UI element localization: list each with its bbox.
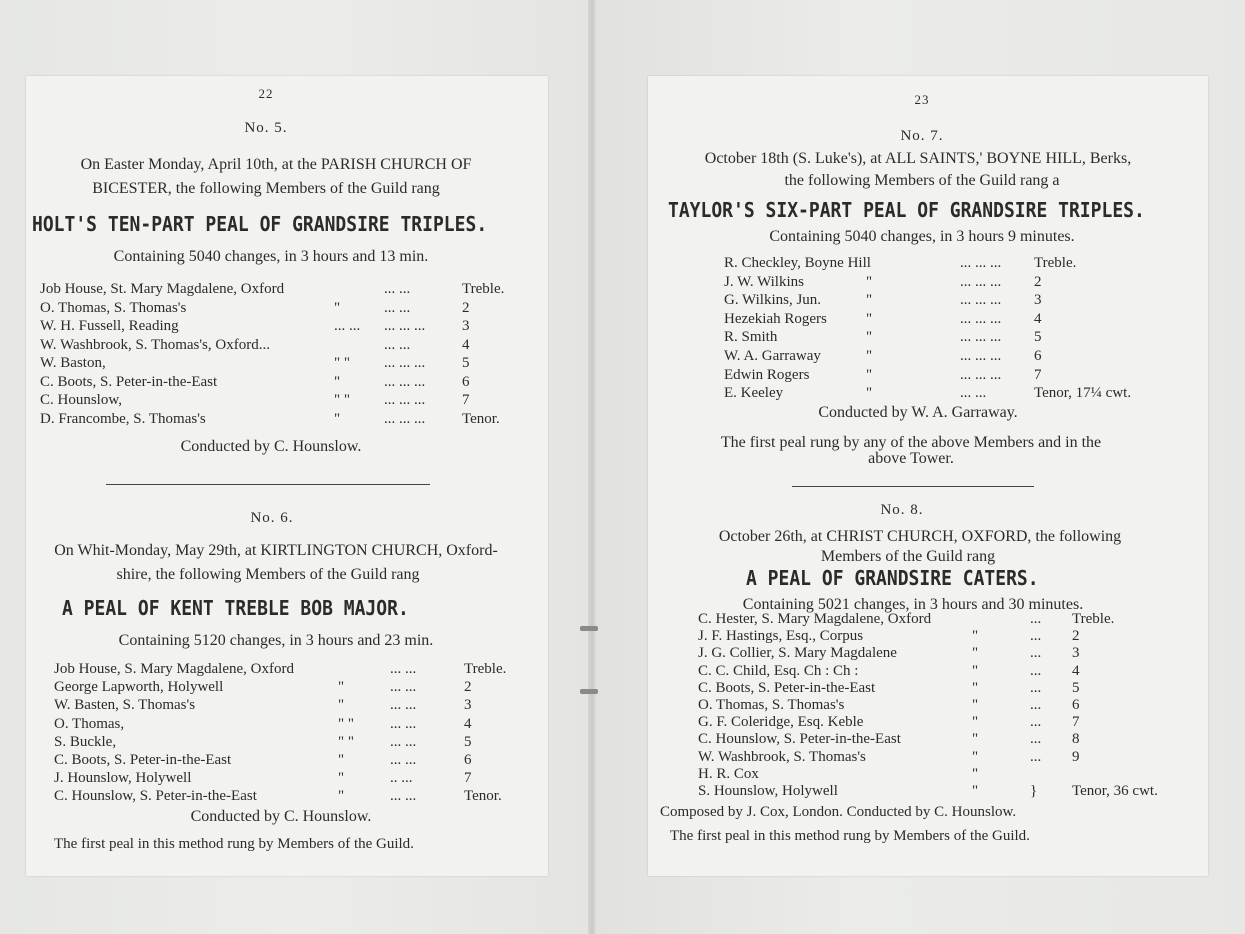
ditto-mark: " — [866, 292, 873, 309]
ditto-mark: " — [972, 748, 979, 765]
peal-containing: Containing 5021 changes, in 3 hours and 30 minutes. — [742, 596, 1084, 613]
leader-dots: ... ... ... — [960, 292, 1002, 309]
bell-position: 2 — [1072, 628, 1080, 645]
ditto-mark: " — [334, 373, 341, 390]
peal-note: The first peal rung by any of the above Members and in the — [720, 434, 1102, 451]
peal-conductor: Conducted by C. Hounslow. — [190, 808, 372, 825]
ditto-mark: " " — [338, 715, 354, 732]
leader-dots: ... ... — [390, 752, 417, 768]
bell-position: 7 — [462, 392, 470, 408]
leader-dots: ... ... — [384, 299, 411, 316]
ringer-name: J. G. Collier, S. Mary Magdalene — [698, 645, 897, 662]
leader-dots: ... ... ... — [960, 366, 1002, 383]
ditto-mark: " — [866, 385, 873, 402]
ringer-name: C. Boots, S. Peter-in-the-East — [698, 679, 876, 696]
bell-position: Tenor. — [464, 788, 502, 805]
bell-position: Treble. — [464, 661, 507, 677]
bell-position: 3 — [1072, 645, 1080, 662]
ditto-mark: " — [334, 299, 341, 316]
staple-icon — [580, 689, 598, 694]
leader-dots: ... — [1030, 662, 1042, 679]
leader-dots: ... ... — [960, 385, 987, 402]
ringer-name: H. R. Cox — [698, 765, 759, 782]
peal-containing: Containing 5120 changes, in 3 hours and 23 min. — [118, 632, 434, 649]
ringer-name: O. Thomas, S. Thomas's — [698, 697, 845, 713]
ditto-mark: " — [338, 770, 345, 787]
bell-position: 5 — [1034, 329, 1042, 346]
bell-position: Treble. — [1072, 611, 1115, 627]
ditto-mark: " — [338, 788, 345, 805]
bell-position: 4 — [1072, 662, 1080, 679]
ditto-mark: ... ... — [334, 318, 361, 334]
ditto-mark: " — [972, 714, 979, 731]
bell-position: 6 — [464, 752, 472, 768]
bell-position: 5 — [462, 355, 470, 371]
leader-dots: ... ... — [390, 733, 417, 750]
ditto-mark: " — [972, 645, 979, 662]
peal-containing: Containing 5040 changes, in 3 hours 9 minutes. — [769, 228, 1075, 245]
ringer-name: S. Hounslow, Holywell — [698, 783, 838, 799]
leader-dots: ... ... ... — [384, 392, 426, 408]
leader-dots: ... — [1030, 645, 1042, 662]
ringer-name: Job House, S. Mary Magdalene, Oxford — [54, 661, 294, 677]
leader-dots: ... — [1030, 697, 1042, 713]
bell-position: 9 — [1072, 748, 1080, 765]
ditto-mark: " — [334, 410, 341, 427]
leader-dots: ... ... ... — [960, 348, 1002, 364]
bell-position: 2 — [462, 299, 470, 316]
ditto-mark: " — [866, 329, 873, 346]
bell-position: 6 — [1072, 697, 1080, 713]
leader-dots: ... ... ... — [960, 310, 1002, 327]
ringer-name: G. F. Coleridge, Esq. Keble — [698, 714, 864, 731]
ditto-mark: " — [972, 679, 979, 696]
ditto-mark: " " — [334, 392, 350, 408]
leader-dots: ... ... — [390, 788, 417, 805]
bell-position: 6 — [462, 373, 470, 390]
ringer-name: Job House, St. Mary Magdalene, Oxford — [40, 281, 285, 297]
peal-number: No. 6. — [250, 510, 294, 526]
peal-title: A PEAL OF GRANDSIRE CATERS. — [746, 566, 1039, 591]
peal-note: The first peal in this method rung by Members of the Guild. — [670, 828, 1030, 844]
bell-position: 7 — [1072, 714, 1080, 731]
bell-position: 7 — [1034, 366, 1042, 383]
ditto-mark: " — [866, 366, 873, 383]
peal-containing: Containing 5040 changes, in 3 hours and 13 min. — [113, 248, 429, 265]
peal-number: No. 5. — [244, 120, 288, 136]
ditto-mark: " — [338, 752, 345, 768]
ditto-mark: " — [972, 697, 979, 713]
leader-dots: ... ... ... — [384, 410, 426, 427]
leader-dots: ... — [1030, 731, 1042, 748]
ringer-name: J. W. Wilkins — [724, 273, 804, 290]
ditto-mark: " — [338, 679, 345, 696]
ditto-mark: " — [338, 697, 345, 714]
ringer-name: W. Washbrook, S. Thomas's — [698, 748, 866, 765]
left-sheet — [26, 76, 548, 876]
staple-icon — [580, 626, 598, 631]
leader-dots: ... ... ... — [960, 329, 1002, 346]
peal-intro: October 26th, at CHRIST CHURCH, OXFORD, the following — [718, 528, 1122, 545]
leader-dots: ... ... — [390, 679, 417, 696]
peal-intro: Members of the Guild rang — [820, 548, 996, 565]
bell-position: 4 — [462, 336, 470, 353]
leader-dots: ... — [1030, 748, 1042, 765]
ringer-name: O. Thomas, — [54, 715, 125, 732]
bell-position: 5 — [1072, 679, 1080, 696]
ringer-name: C. Boots, S. Peter-in-the-East — [40, 373, 218, 390]
peal-title: TAYLOR'S SIX-PART PEAL OF GRANDSIRE TRIPLES. — [668, 198, 1145, 223]
ringer-name: O. Thomas, S. Thomas's — [40, 299, 187, 316]
leader-dots: ... ... — [390, 715, 417, 732]
ringer-name: W. H. Fussell, Reading — [40, 318, 179, 334]
book-gutter — [588, 0, 596, 934]
peal-title: A PEAL OF KENT TREBLE BOB MAJOR. — [62, 596, 409, 621]
ringer-name: W. Washbrook, S. Thomas's, Oxford... — [40, 336, 270, 353]
ditto-mark: " — [972, 662, 979, 679]
ringer-name: C. Hounslow, — [40, 392, 122, 408]
bell-position: Treble. — [1034, 255, 1077, 271]
bell-position: 2 — [464, 679, 472, 696]
peal-intro: the following Members of the Guild rang a — [784, 172, 1060, 189]
leader-dots: ... ... ... — [960, 255, 1002, 271]
leader-dots: ... ... ... — [384, 373, 426, 390]
leader-dots: .. ... — [390, 770, 413, 787]
bell-position: Treble. — [462, 281, 505, 297]
divider — [792, 486, 1034, 487]
ditto-mark: " — [866, 348, 873, 364]
ringer-name: W. Baston, — [40, 355, 106, 371]
ringer-name: W. A. Garraway — [724, 348, 821, 364]
ringer-name: George Lapworth, Holywell — [54, 679, 224, 696]
ringer-name: D. Francombe, S. Thomas's — [40, 410, 206, 427]
bell-position: 4 — [464, 715, 472, 732]
leader-dots: } — [1030, 783, 1038, 799]
bell-position: 7 — [464, 770, 472, 787]
bell-position: 3 — [1034, 292, 1042, 309]
peal-note: above Tower. — [868, 450, 954, 467]
ringer-name: S. Buckle, — [54, 733, 117, 750]
bell-position: Tenor. — [462, 410, 500, 427]
bell-position: 2 — [1034, 273, 1042, 290]
peal-intro: On Whit-Monday, May 29th, at KIRTLINGTON CHURCH, Oxford- — [54, 542, 498, 559]
ringer-name: R. Smith — [724, 329, 778, 346]
ditto-mark: " — [972, 731, 979, 748]
peal-intro: shire, the following Members of the Guild rang — [116, 566, 420, 583]
leader-dots: ... ... — [390, 661, 417, 677]
ditto-mark: " — [866, 273, 873, 290]
peal-number: No. 7. — [900, 128, 944, 144]
ringer-name: C. Boots, S. Peter-in-the-East — [54, 752, 232, 768]
ditto-mark: " " — [338, 733, 354, 750]
right-sheet — [648, 76, 1208, 876]
ringer-name: J. Hounslow, Holywell — [54, 770, 192, 787]
ringer-name: E. Keeley — [724, 385, 784, 402]
peal-title: HOLT'S TEN-PART PEAL OF GRANDSIRE TRIPLES. — [32, 212, 488, 237]
leader-dots: ... ... — [384, 281, 411, 297]
ringer-name: Hezekiah Rogers — [724, 310, 827, 327]
ringer-name: C. Hester, S. Mary Magdalene, Oxford — [698, 611, 932, 627]
peal-conductor: Conducted by C. Hounslow. — [180, 438, 362, 455]
leader-dots: ... ... — [390, 697, 417, 714]
peal-intro: On Easter Monday, April 10th, at the PARISH CHURCH OF — [80, 156, 472, 173]
ditto-mark: " — [972, 628, 979, 645]
ditto-mark: " — [866, 310, 873, 327]
leader-dots: ... ... ... — [384, 355, 426, 371]
leader-dots: ... ... ... — [960, 273, 1002, 290]
bell-position: 4 — [1034, 310, 1042, 327]
ringer-name: J. F. Hastings, Esq., Corpus — [698, 628, 864, 645]
peal-conductor: Conducted by W. A. Garraway. — [818, 404, 1018, 421]
leader-dots: ... — [1030, 679, 1042, 696]
bell-position: 8 — [1072, 731, 1080, 748]
leader-dots: ... — [1030, 628, 1042, 645]
divider — [106, 484, 430, 485]
peal-note: The first peal in this method rung by Members of the Guild. — [54, 836, 414, 852]
leader-dots: ... ... ... — [384, 318, 426, 334]
bell-position: 6 — [1034, 348, 1042, 364]
page-number: 23 — [914, 92, 930, 107]
ringer-name: C. Hounslow, S. Peter-in-the-East — [54, 788, 257, 805]
ditto-mark: " " — [334, 355, 350, 371]
leader-dots: ... — [1030, 714, 1042, 731]
peal-composer: Composed by J. Cox, London. Conducted by C. Hounslow. — [660, 804, 1017, 820]
leader-dots: ... — [1030, 611, 1042, 627]
leader-dots: ... ... — [384, 336, 411, 353]
peal-intro: BICESTER, the following Members of the Guild rang — [92, 180, 440, 197]
bell-position: Tenor, 36 cwt. — [1072, 783, 1158, 799]
ringer-name: R. Checkley, Boyne Hill — [724, 255, 871, 271]
ringer-name: Edwin Rogers — [724, 366, 810, 383]
bell-position: 5 — [464, 733, 472, 750]
ringer-name: C. Hounslow, S. Peter-in-the-East — [698, 731, 901, 748]
ditto-mark: " — [972, 765, 979, 782]
ringer-name: C. C. Child, Esq. Ch : Ch : — [698, 662, 859, 679]
bell-position: Tenor, 17¼ cwt. — [1034, 385, 1132, 402]
bell-position: 3 — [464, 697, 472, 714]
ditto-mark: " — [972, 783, 979, 799]
ringer-name: W. Basten, S. Thomas's — [54, 697, 196, 714]
peal-intro: October 18th (S. Luke's), at ALL SAINTS,' BOYNE HILL, Berks, — [704, 150, 1132, 167]
ringer-name: G. Wilkins, Jun. — [724, 292, 822, 309]
peal-number: No. 8. — [880, 502, 924, 518]
bell-position: 3 — [462, 318, 470, 334]
page-number: 22 — [258, 86, 274, 101]
